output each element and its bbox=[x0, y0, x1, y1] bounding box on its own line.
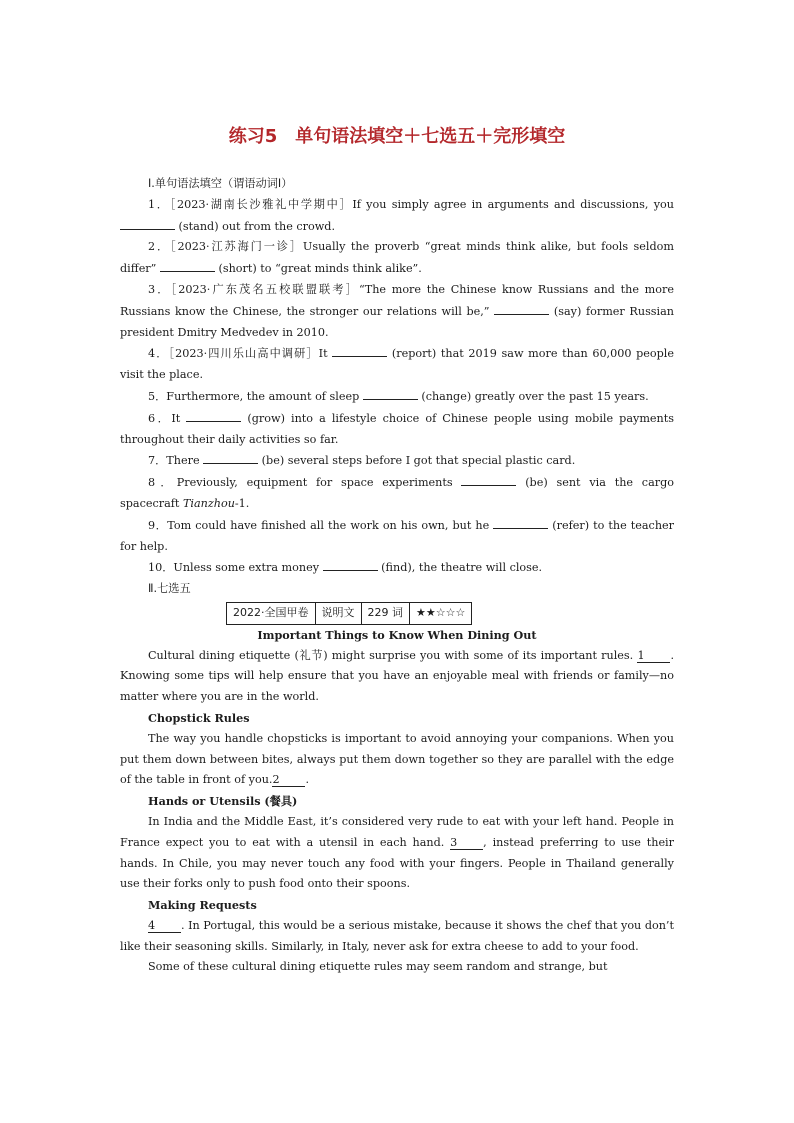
paragraph-text: . In Portugal, this would be a serious mistake, because it shows the chef that you don’t like their seasoning skills. Similarly, in Italy, never ask for extra cheese to add to your food. bbox=[120, 918, 674, 953]
genre-cell: 说明文 bbox=[315, 602, 361, 624]
answer-blank[interactable] bbox=[494, 301, 549, 315]
paragraph-closing: Some of these cultural dining etiquette rules may seem random and strange, but bbox=[148, 960, 608, 974]
answer-blank[interactable] bbox=[461, 472, 516, 486]
question-1 bbox=[120, 195, 674, 238]
paragraph-text: . Knowing some tips will help ensure that you have an enjoyable meal with friends or family—no matter where you are in the world. bbox=[120, 648, 674, 704]
question-text: 9．Tom could have finished all the work on his own, but he bbox=[148, 518, 494, 532]
word-count-cell: 229 词 bbox=[361, 602, 410, 624]
answer-blank[interactable] bbox=[186, 408, 241, 422]
paragraph-text: In India and the Middle East, it’s considered very rude to eat with your left hand. People in France expect you to eat with a utensil in each hand. bbox=[120, 814, 674, 849]
question-text: (short) to “great minds think alike”. bbox=[214, 262, 422, 276]
paragraph-text: Cultural dining etiquette (礼节) might surprise you with some of its important rules. bbox=[148, 648, 638, 662]
question-text: (find), the theatre will close. bbox=[377, 561, 543, 575]
blank-4[interactable]: 4 bbox=[148, 919, 181, 933]
worksheet-content bbox=[120, 174, 674, 978]
question-4 bbox=[120, 343, 674, 386]
answer-blank[interactable] bbox=[120, 216, 175, 230]
paragraph-requests bbox=[120, 916, 674, 958]
page-title: 练习5 单句语法填空＋七选五＋完形填空 bbox=[228, 126, 566, 147]
question-text: (stand) out from the crowd. bbox=[175, 219, 336, 233]
question-text: (refer) to the teacher for help. bbox=[120, 518, 674, 553]
question-text: (change) greatly over the past 15 years. bbox=[417, 389, 649, 403]
question-text: -1. bbox=[234, 496, 250, 510]
paragraph-text: The way you handle chopsticks is important to avoid annoying your companions. When you put them down between bites, always put them down together so they are parallel with the edge of the table in front of you. bbox=[120, 731, 674, 787]
answer-blank[interactable] bbox=[332, 343, 387, 357]
answer-blank[interactable] bbox=[363, 386, 418, 400]
paragraph-text: . bbox=[305, 773, 310, 787]
blank-3[interactable]: 3 bbox=[450, 836, 483, 850]
question-2 bbox=[120, 237, 674, 280]
question-10 bbox=[120, 557, 674, 579]
answer-blank[interactable] bbox=[203, 450, 258, 464]
passage-info-table bbox=[226, 602, 472, 625]
answer-blank[interactable] bbox=[160, 258, 215, 272]
answer-blank[interactable] bbox=[323, 557, 378, 571]
paragraph-chopsticks bbox=[120, 729, 674, 791]
paragraph-utensils bbox=[120, 812, 674, 895]
source-cell: 2022·全国甲卷 bbox=[227, 602, 316, 624]
question-text: 10．Unless some extra money bbox=[148, 561, 323, 575]
section2-heading: Ⅱ.七选五 bbox=[148, 582, 191, 596]
question-text: (say) former Russian president Dmitry Medvedev in 2010. bbox=[120, 304, 675, 339]
question-text: (grow) into a lifestyle choice of Chinese people using mobile payments throughout their daily activities so far. bbox=[120, 411, 674, 446]
question-text: 2．［2023·江苏海门一诊］Usually the proverb “great minds think alike, but fools seldom differ” bbox=[120, 240, 674, 276]
question-text: (be) several steps before I got that special plastic card. bbox=[258, 454, 576, 468]
blank-1[interactable]: 1 bbox=[637, 649, 670, 663]
subheading-chopstick-rules: Chopstick Rules bbox=[148, 710, 250, 725]
question-text: 1．［2023·湖南长沙雅礼中学期中］If you simply agree in arguments and discussions, you bbox=[148, 197, 674, 211]
spacecraft-name: Tianzhou bbox=[182, 496, 235, 510]
question-text: (be) sent via the cargo spacecraft bbox=[120, 476, 674, 510]
subheading-hands-utensils: Hands or Utensils (餐具) bbox=[148, 794, 298, 809]
passage-title: Important Things to Know When Dining Out bbox=[257, 627, 537, 642]
answer-blank[interactable] bbox=[493, 515, 548, 529]
question-8 bbox=[120, 472, 674, 515]
question-3 bbox=[120, 280, 674, 343]
question-9 bbox=[120, 515, 674, 558]
difficulty-stars: ★★☆☆☆ bbox=[410, 602, 472, 624]
section1-heading: Ⅰ.单句语法填空（谓语动词Ⅰ） bbox=[148, 177, 293, 190]
blank-2[interactable]: 2 bbox=[272, 773, 305, 787]
passage-intro bbox=[120, 646, 674, 708]
question-text: 8．Previously, equipment for space experiments bbox=[148, 476, 462, 490]
question-text: 5．Furthermore, the amount of sleep bbox=[148, 389, 363, 403]
question-6 bbox=[120, 408, 674, 451]
question-text: 3．［2023·广东茂名五校联盟联考］“The more the Chinese know Russians and the more Russians know the Chinese, the stronger our relations will be,” bbox=[120, 282, 674, 318]
question-5 bbox=[120, 386, 674, 408]
question-text: 6．It bbox=[148, 411, 187, 425]
question-text: 7．There bbox=[148, 454, 204, 468]
paragraph-text: , instead preferring to use their hands. In Chile, you may never touch any food with your fingers. People in Thailand generally use their forks only to push food onto their spoons. bbox=[120, 835, 674, 891]
question-7 bbox=[120, 450, 674, 472]
question-text: (report) that 2019 saw more than 60,000 people visit the place. bbox=[120, 347, 674, 382]
subheading-making-requests: Making Requests bbox=[148, 898, 257, 913]
question-text: 4．［2023·四川乐山高中调研］It bbox=[148, 347, 333, 361]
